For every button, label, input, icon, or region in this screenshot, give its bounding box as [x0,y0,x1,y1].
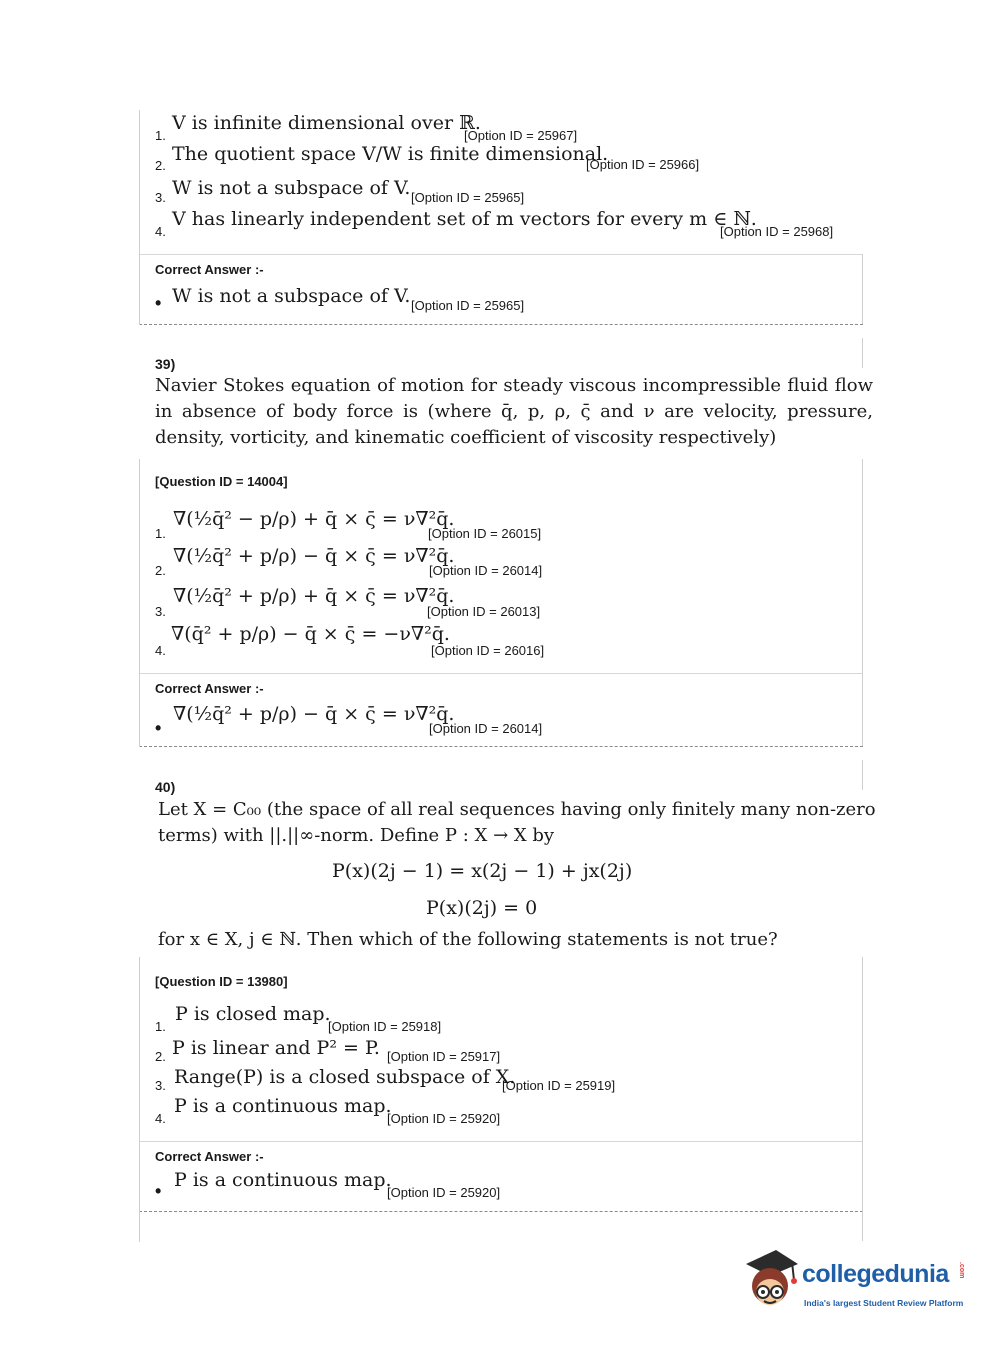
bullet: • [155,718,162,738]
question-text-line: terms) with ||.||∞-norm. Define P : X → X by [158,825,555,846]
equation: P(x)(2j) = 0 [426,897,538,919]
frame-line-right [862,673,863,746]
correct-answer-label: Correct Answer :- [155,681,264,696]
option-number: 3. [155,190,166,205]
logo-tagline: India's largest Student Review Platform [804,1298,964,1308]
option-text: The quotient space V/W is finite dimensional. [172,143,609,165]
bullet: • [155,293,162,313]
option-id: [Option ID = 26016] [431,643,545,658]
option-text: Range(P) is a closed subspace of X. [174,1066,516,1088]
correct-answer-label: Correct Answer :- [155,262,264,277]
frame-line-left [139,110,140,325]
option-text: P is a continuous map. [174,1095,392,1117]
question-id: [Question ID = 13980] [155,974,288,989]
option-number: 3. [155,1078,166,1093]
option-number: 2. [155,563,166,578]
divider [139,673,863,674]
correct-answer-text: ∇(½q̄² + p/ρ) − q̄ × ς̄ = ν∇²q̄. [173,703,455,725]
logo-name: collegedunia [802,1260,949,1288]
question-text: Navier Stokes equation of motion for steady viscous incompressible fluid flow in absence of body force is (where q̄, p, ρ, ς̄ and ν are velocity, pressure, density, vorticity, and kinematic coefficient of viscosity respectively) [155,375,873,448]
option-text: P is closed map. [175,1003,331,1025]
option-id: [Option ID = 25920] [387,1111,501,1126]
option-number: 4. [155,224,166,239]
collegedunia-logo[interactable] [740,1248,970,1318]
option-number: 3. [155,604,166,619]
question-separator [139,1211,863,1212]
option-number: 1. [155,1019,166,1034]
correct-answer-text: W is not a subspace of V. [172,285,411,307]
option-id: [Option ID = 25917] [387,1049,501,1064]
question-number: 40) [155,779,176,795]
equation: P(x)(2j − 1) = x(2j − 1) + jx(2j) [332,860,633,882]
option-number: 4. [155,643,166,658]
option-id: [Option ID = 25918] [328,1019,442,1034]
option-text: ∇(½q̄² + p/ρ) − q̄ × ς̄ = ν∇²q̄. [173,545,455,567]
correct-answer-id: [Option ID = 26014] [429,721,543,736]
frame-line-right [862,459,863,674]
logo-suffix: .com [958,1262,965,1279]
correct-answer-text: P is a continuous map. [174,1169,392,1191]
option-text: V is infinite dimensional over ℝ. [172,112,481,134]
question-id: [Question ID = 14004] [155,474,288,489]
frame-line-right [862,254,863,324]
correct-answer-id: [Option ID = 25965] [411,298,525,313]
option-text: W is not a subspace of V. [172,177,411,199]
option-text: ∇(½q̄² − p/ρ) + q̄ × ς̄ = ν∇²q̄. [173,508,455,530]
option-id: [Option ID = 26014] [429,563,543,578]
bullet: • [155,1181,162,1201]
question-text-line: for x ∈ X, j ∈ ℕ. Then which of the following statements is not true? [158,929,778,950]
option-number: 1. [155,128,166,143]
option-text: P is linear and P² = P. [172,1037,380,1059]
frame-line-left [139,957,140,1242]
option-number: 2. [155,158,166,173]
option-text: V has linearly independent set of m vectors for every m ∈ ℕ. [172,208,757,230]
divider [139,1141,863,1142]
correct-answer-id: [Option ID = 25920] [387,1185,501,1200]
option-number: 1. [155,526,166,541]
option-id: [Option ID = 25968] [720,224,834,239]
option-id: [Option ID = 26013] [427,604,541,619]
option-number: 2. [155,1049,166,1064]
option-number: 4. [155,1111,166,1126]
option-id: [Option ID = 25965] [411,190,525,205]
frame-line-right [862,1141,863,1241]
divider [139,254,863,255]
question-separator [139,746,863,747]
correct-answer-label: Correct Answer :- [155,1149,264,1164]
frame-line-right [862,957,863,1142]
option-id: [Option ID = 25967] [464,128,578,143]
question-text-line: Let X = C₀₀ (the space of all real sequences having only finitely many non-zero [158,799,876,820]
frame-line-right [862,338,863,368]
question-number: 39) [155,356,176,372]
option-text: ∇(q̄² + p/ρ) − q̄ × ς̄ = −ν∇²q̄. [171,623,450,645]
frame-line-left [139,459,140,747]
option-id: [Option ID = 25919] [502,1078,616,1093]
question-separator [139,324,863,325]
option-id: [Option ID = 26015] [428,526,542,541]
option-text: ∇(½q̄² + p/ρ) + q̄ × ς̄ = ν∇²q̄. [173,585,455,607]
frame-line-right [862,760,863,790]
option-id: [Option ID = 25966] [586,157,700,172]
mascot-icon [740,1248,800,1314]
